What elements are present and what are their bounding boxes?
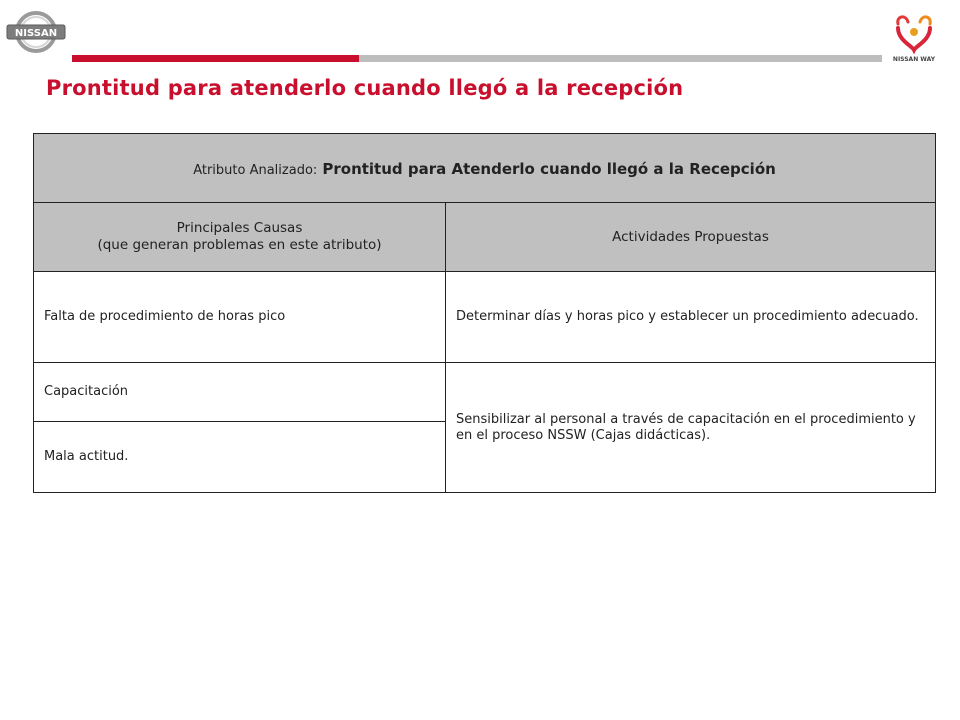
action-plan-table [33,133,936,493]
nissan-logo-text: NISSAN [14,28,58,39]
nissan-logo [6,10,66,54]
cause-cell: Mala actitud. [34,422,446,493]
table-row [34,363,936,422]
causes-header-line1: Principales Causas [176,220,303,236]
activity-cell: Sensibilizar al personal a través de capacitación en el procedimiento y en el proceso NSSW (Cajas didácticas). [446,363,936,493]
activity-cell: Determinar días y horas pico y establecer un procedimiento adecuado. [446,272,936,363]
nissan-way-logo [890,10,938,64]
column-header-causes [34,203,446,272]
nissan-way-logo-text: NISSAN WAY [892,56,936,63]
attribute-header [34,134,936,203]
attribute-value: Prontitud para Atenderlo cuando llegó a la Recepción [322,159,776,178]
header-gray-bar [359,55,882,62]
attribute-label: Atributo Analizado: [193,162,318,178]
causes-header-line2: (que generan problemas en este atributo) [97,237,382,253]
header-accent-bar [72,55,359,62]
cause-cell: Capacitación [34,363,446,422]
cause-cell: Falta de procedimiento de horas pico [34,272,446,363]
table-row [34,272,936,363]
column-header-activities: Actividades Propuestas [446,203,936,272]
slide-title: Prontitud para atenderlo cuando llegó a la recepción [46,76,684,100]
